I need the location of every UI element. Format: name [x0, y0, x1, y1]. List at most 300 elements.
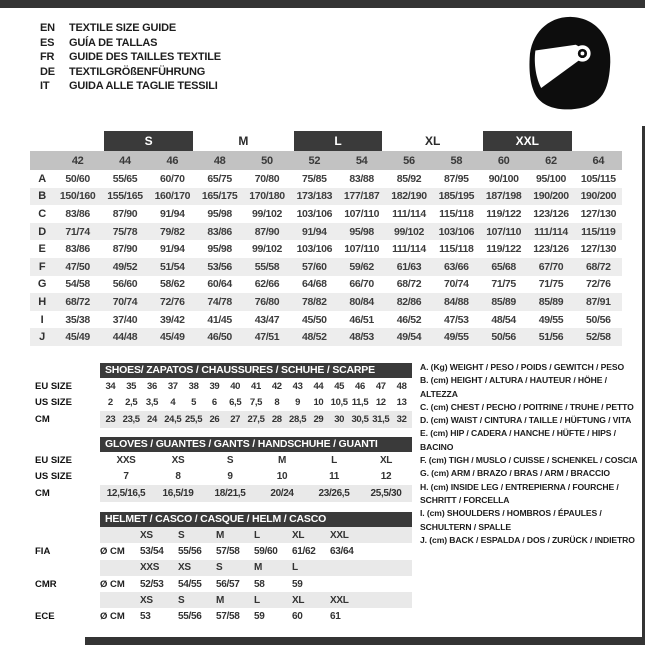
value-cell: 39 — [209, 380, 220, 392]
measure-value: 111/114 — [392, 243, 426, 256]
helmet-size-label: S — [178, 529, 185, 541]
legend-item: H. (cm) INSIDE LEG / ENTREPIERNA / FOURCHE / SCHRITT / FORCELLA — [420, 481, 619, 505]
value-cell: 2 — [107, 397, 113, 409]
helmet-value-band — [100, 543, 412, 559]
value-cell: 10,5 — [330, 397, 348, 409]
measure-value: 49/52 — [112, 260, 138, 273]
helmet-value: 61 — [330, 611, 341, 623]
helmet-value: 63/64 — [330, 545, 354, 557]
value-cell: 13 — [396, 397, 407, 409]
value-cell: 46 — [355, 380, 365, 392]
size-header-row — [30, 151, 622, 170]
row-letter: J — [39, 331, 45, 344]
measure-value: 48/52 — [302, 331, 327, 344]
helmet-value-row-FIA — [35, 543, 412, 559]
value-cell: 28,5 — [289, 413, 307, 425]
size-label: 52 — [308, 154, 321, 167]
helmet-size-label: XS — [140, 594, 153, 606]
legend-item: A. (Kg) WEIGHT / PESO / POIDS / GEWITCH / PESO — [420, 362, 625, 372]
size-group-M: M — [238, 134, 249, 148]
value-cell: 32 — [396, 413, 407, 425]
measure-value: 71/74 — [65, 225, 90, 238]
measure-value: 103/106 — [296, 207, 333, 220]
helmet-value: 54/55 — [178, 578, 202, 590]
helmet-size-label: L — [292, 562, 298, 574]
value-cell: 45 — [334, 380, 345, 392]
row-letter: G — [37, 278, 47, 291]
value-cell: 25,5 — [185, 413, 203, 425]
helmet-value: 55/56 — [178, 611, 202, 623]
measure-value: 52/58 — [586, 331, 611, 344]
section-title: SHOES/ ZAPATOS / CHAUSSURES / SCHUHE / SCARPE — [100, 363, 412, 378]
measure-value: 91/94 — [302, 225, 327, 238]
measure-value: 78/82 — [302, 295, 327, 308]
standard-label: FIA — [35, 545, 51, 557]
helmet-value-band — [100, 576, 412, 592]
helmet-size-label: L — [254, 594, 260, 606]
language-title: GUIDE DES TAILLES TEXTILE — [69, 51, 221, 64]
top-divider-bar — [0, 0, 645, 8]
measure-value: 99/102 — [251, 207, 282, 220]
measure-value: 123/126 — [533, 207, 569, 220]
helmet-value: 61/62 — [292, 545, 316, 557]
size-label: 48 — [213, 154, 226, 167]
measure-value: 39/42 — [160, 313, 185, 326]
legend-item: E. (cm) HIP / CADERA / HANCHE / HÜFTE / HIPS / BACINO — [420, 428, 616, 452]
measure-value: 115/119 — [581, 225, 616, 238]
row-letter: B — [38, 190, 46, 203]
size-label: 44 — [119, 154, 131, 167]
row-values — [100, 411, 412, 428]
value-cell: XXS — [116, 454, 136, 466]
legend-item: F. (cm) TIGH / MUSLO / CUISSE / SCHENKEL / COSCIA — [420, 455, 638, 466]
size-group-L: L — [294, 131, 383, 151]
measure-value: 53/56 — [207, 260, 232, 273]
measure-value: 91/94 — [160, 207, 185, 220]
measure-value: 165/175 — [201, 190, 238, 203]
size-row-eu-size — [35, 452, 412, 469]
value-cell: 25,5/30 — [370, 487, 402, 499]
measure-value: 68/72 — [586, 260, 611, 273]
value-cell: XL — [379, 454, 393, 466]
helmet-value: 57/58 — [216, 611, 240, 623]
helmet-size-label: L — [254, 529, 260, 541]
value-cell: 24 — [147, 413, 157, 425]
row-letter: H — [38, 295, 46, 308]
measure-value: 68/72 — [396, 278, 422, 291]
measure-value: 85/89 — [538, 295, 564, 308]
language-title-list — [40, 21, 221, 94]
size-label: 58 — [450, 154, 463, 167]
value-cell: 6,5 — [229, 397, 242, 409]
language-code: IT — [40, 80, 50, 93]
measure-value: 87/90 — [112, 243, 138, 256]
value-cell: 42 — [271, 380, 282, 392]
measure-value: 51/54 — [160, 260, 185, 273]
size-row-cm — [35, 411, 412, 428]
row-values — [100, 452, 412, 469]
row-values — [100, 485, 412, 502]
corner-spacer — [30, 131, 54, 151]
value-cell: M — [278, 454, 286, 466]
shoes-size-table — [35, 363, 412, 428]
value-cell: 20/24 — [270, 487, 294, 499]
racing-helmet-icon — [521, 12, 617, 116]
measurement-legend — [420, 361, 644, 547]
value-cell: 27 — [230, 413, 241, 425]
measure-row-A — [30, 170, 622, 188]
measure-value: 173/183 — [296, 190, 333, 203]
helmet-size-row-CMR — [35, 560, 412, 576]
measure-value: 60/70 — [160, 172, 185, 185]
helmet-size-table — [35, 512, 412, 625]
helmet-size-band — [100, 560, 412, 576]
measure-value: 49/54 — [396, 331, 422, 344]
size-row-us-size — [35, 469, 412, 486]
measure-value: 47/50 — [65, 260, 90, 273]
measure-value: 119/122 — [486, 207, 522, 220]
measure-value: 185/195 — [438, 190, 475, 203]
row-label: US SIZE — [35, 471, 72, 483]
bottom-divider-bar — [85, 637, 645, 645]
value-cell: 41 — [251, 380, 261, 392]
measure-value: 115/118 — [439, 243, 474, 256]
row-values — [100, 378, 412, 395]
helmet-size-row-FIA — [35, 527, 412, 543]
measure-value: 87/90 — [254, 225, 280, 238]
value-cell: 12 — [375, 397, 386, 409]
measure-value: 99/102 — [393, 225, 424, 238]
section-title: GLOVES / GUANTES / GANTS / HANDSCHUHE / GUANTI — [100, 437, 412, 452]
value-cell: 36 — [147, 380, 157, 392]
value-cell: 23,5 — [122, 413, 140, 425]
measure-value: 51/56 — [538, 331, 564, 344]
measure-value: 49/55 — [444, 331, 469, 344]
value-cell: 10 — [276, 471, 288, 483]
value-cell: 5 — [191, 397, 197, 409]
value-cell: 18/21,5 — [214, 487, 246, 499]
measure-value: 63/66 — [444, 260, 469, 273]
measure-value: 72/76 — [586, 278, 611, 291]
measure-value: 107/110 — [344, 207, 380, 220]
measure-value: 49/55 — [538, 313, 564, 326]
measure-row-F — [30, 258, 622, 276]
standard-label: ECE — [35, 611, 55, 623]
measure-value: 190/200 — [580, 190, 617, 203]
diameter-unit: Ø CM — [100, 578, 125, 590]
helmet-value: 59 — [254, 611, 265, 623]
helmet-value: 59/60 — [254, 545, 278, 557]
measure-value: 61/63 — [396, 260, 422, 273]
measure-row-E — [30, 240, 622, 258]
helmet-value: 59 — [292, 578, 303, 590]
measure-value: 68/72 — [65, 295, 90, 308]
helmet-value: 57/58 — [216, 545, 240, 557]
measure-value: 65/75 — [207, 172, 232, 185]
measure-value: 123/126 — [533, 243, 569, 256]
value-cell: 26 — [209, 413, 220, 425]
measure-value: 43/47 — [254, 313, 280, 326]
helmet-size-label: M — [216, 529, 225, 541]
measure-value: 80/84 — [349, 295, 374, 308]
value-cell: 28 — [271, 413, 282, 425]
language-title: TEXTILE SIZE GUIDE — [69, 22, 177, 34]
size-group-XL: XL — [424, 134, 441, 148]
measure-value: 47/51 — [254, 331, 280, 344]
measure-value: 67/70 — [538, 260, 564, 273]
value-cell: L — [331, 454, 337, 466]
helmet-value: 53/54 — [140, 545, 164, 557]
measure-value: 47/53 — [444, 313, 469, 326]
measure-value: 48/54 — [491, 313, 516, 326]
size-label: 46 — [166, 154, 179, 167]
measure-value: 56/60 — [112, 278, 138, 291]
helmet-size-label: M — [254, 562, 263, 574]
row-label: CM — [35, 487, 50, 499]
helmet-value: 55/56 — [178, 545, 202, 557]
value-cell: 43 — [292, 380, 303, 392]
measure-value: 85/92 — [396, 172, 422, 185]
value-cell: 27,5 — [247, 413, 265, 425]
helmet-value: 58 — [254, 578, 265, 590]
measure-value: 37/40 — [112, 313, 138, 326]
size-row-cm — [35, 485, 412, 502]
measure-value: 107/110 — [486, 225, 522, 238]
measure-row-B — [30, 188, 622, 206]
value-cell: 8 — [274, 397, 280, 409]
measure-value: 35/38 — [65, 313, 90, 326]
measure-value: 111/114 — [392, 207, 426, 220]
measure-row-C — [30, 205, 622, 223]
value-cell: 30 — [334, 413, 345, 425]
measure-value: 83/86 — [65, 243, 90, 256]
helmet-size-label: XS — [178, 562, 191, 574]
measure-value: 190/200 — [533, 190, 569, 203]
section-title: HELMET / CASCO / CASQUE / HELM / CASCO — [100, 512, 412, 527]
measure-value: 71/75 — [538, 278, 564, 291]
legend-item: C. (cm) CHEST / PECHO / POITRINE / TRUHE / PETTO — [420, 401, 634, 412]
textile-size-table — [30, 131, 622, 346]
row-values — [100, 469, 412, 486]
helmet-value: 60 — [292, 611, 303, 623]
value-cell: 48 — [396, 380, 407, 392]
size-group-S: S — [104, 131, 193, 151]
measure-value: 107/110 — [344, 243, 380, 256]
measure-value: 70/74 — [444, 278, 469, 291]
measure-value: 177/187 — [343, 190, 380, 203]
row-letter: D — [38, 225, 46, 238]
diameter-unit: Ø CM — [100, 611, 125, 623]
measure-value: 64/68 — [302, 278, 327, 291]
value-cell: 6 — [211, 397, 217, 409]
row-label: US SIZE — [35, 397, 72, 409]
value-cell: 34 — [105, 380, 116, 392]
measure-value: 127/130 — [580, 207, 617, 220]
measure-value: 48/53 — [349, 331, 374, 344]
value-cell: 4 — [170, 397, 176, 409]
measure-value: 79/82 — [160, 225, 185, 238]
measure-value: 66/70 — [349, 278, 374, 291]
language-row — [40, 65, 221, 80]
size-label: 56 — [403, 154, 415, 167]
measure-value: 65/68 — [491, 260, 516, 273]
measure-value: 74/78 — [207, 295, 232, 308]
measure-value: 60/64 — [207, 278, 232, 291]
helmet-size-label: XXL — [330, 529, 349, 541]
measure-value: 83/88 — [349, 172, 374, 185]
measure-value: 85/89 — [491, 295, 516, 308]
size-row-eu-size — [35, 378, 412, 395]
helmet-size-band — [100, 527, 412, 543]
legend-item: J. (cm) BACK / ESPALDA / DOS / ZURÜCK / INDIETRO — [420, 534, 635, 545]
helmet-size-label: XXS — [140, 562, 160, 574]
value-cell: 44 — [313, 380, 324, 392]
measure-value: 105/115 — [580, 172, 616, 185]
measure-value: 111/114 — [534, 225, 568, 238]
legend-item: G. (cm) ARM / BRAZO / BRAS / ARM / BRACCIO — [420, 468, 610, 479]
value-cell: 12,5/16,5 — [106, 487, 146, 499]
language-row — [40, 50, 221, 65]
value-cell: 7,5 — [249, 397, 263, 409]
measure-value: 45/50 — [302, 313, 327, 326]
helmet-size-label: XXL — [330, 594, 349, 606]
language-code: FR — [40, 51, 55, 64]
measure-value: 87/90 — [112, 207, 138, 220]
size-label: 64 — [592, 154, 605, 167]
measure-value: 160/170 — [154, 190, 191, 203]
helmet-value-band — [100, 608, 412, 624]
row-letter: I — [40, 313, 44, 326]
value-cell: 29 — [313, 413, 324, 425]
value-cell: XS — [171, 454, 185, 466]
value-cell: 8 — [175, 471, 181, 483]
helmet-value-row-ECE — [35, 608, 412, 624]
helmet-value: 52/53 — [140, 578, 164, 590]
value-cell: 10 — [313, 397, 324, 409]
measure-value: 170/180 — [249, 190, 285, 203]
size-label: 62 — [545, 154, 557, 167]
size-group-header-row — [30, 131, 622, 151]
measure-value: 55/58 — [254, 260, 280, 273]
measure-value: 95/98 — [207, 207, 232, 220]
measure-value: 50/60 — [65, 172, 90, 185]
measure-value: 187/198 — [485, 190, 522, 203]
row-letter: F — [38, 260, 46, 273]
measure-value: 95/98 — [207, 243, 232, 256]
language-row — [40, 21, 221, 36]
value-cell: 40 — [230, 380, 241, 392]
row-values — [100, 395, 412, 412]
language-code: EN — [40, 22, 55, 34]
measure-value: 44/48 — [112, 331, 138, 344]
helmet-size-label: M — [216, 594, 225, 606]
measure-value: 95/100 — [535, 172, 566, 185]
measure-row-J — [30, 328, 622, 346]
language-code: ES — [40, 36, 55, 49]
helmet-value: 56/57 — [216, 578, 240, 590]
measure-row-D — [30, 223, 622, 241]
measure-value: 70/80 — [254, 172, 280, 185]
measure-value: 95/98 — [349, 225, 374, 238]
value-cell: 37 — [167, 380, 178, 392]
helmet-value-row-CMR — [35, 576, 412, 592]
language-row — [40, 79, 221, 94]
measure-value: 57/60 — [302, 260, 327, 273]
measure-value: 82/86 — [396, 295, 422, 308]
row-letter: E — [38, 243, 46, 256]
helmet-size-label: XL — [292, 594, 305, 606]
value-cell: 23/26,5 — [318, 487, 350, 499]
language-title: GUÍA DE TALLAS — [69, 36, 158, 49]
measure-value: 75/85 — [302, 172, 327, 185]
measure-value: 150/160 — [59, 190, 96, 203]
value-cell: 12 — [380, 471, 392, 483]
legend-item: D. (cm) WAIST / CINTURA / TAILLE / HÜFTUNG / VITA — [420, 415, 632, 426]
language-code: DE — [40, 65, 55, 78]
measure-value: 127/130 — [580, 243, 617, 256]
helmet-size-label: S — [216, 562, 223, 574]
value-cell: 24,5 — [164, 413, 182, 425]
value-cell: 23 — [105, 413, 116, 425]
measure-value: 76/80 — [254, 295, 280, 308]
measure-value: 41/45 — [207, 313, 232, 326]
helmet-value: 53 — [140, 611, 151, 623]
measure-value: 83/86 — [207, 225, 232, 238]
measure-value: 50/56 — [491, 331, 516, 344]
measure-value: 50/56 — [586, 313, 611, 326]
measure-value: 54/58 — [65, 278, 90, 291]
row-label: EU SIZE — [35, 454, 72, 466]
size-row-us-size — [35, 395, 412, 412]
value-cell: 11 — [329, 471, 339, 483]
legend-item: B. (cm) HEIGHT / ALTURA / HAUTEUR / HÖHE / ALTEZZA — [420, 375, 607, 399]
measure-value: 155/165 — [107, 190, 143, 203]
helmet-size-band — [100, 592, 412, 608]
measure-value: 71/75 — [491, 278, 516, 291]
legend-item: I. (cm) SHOULDERS / HOMBROS / ÉPAULES / SCHULTERN / SPALLE — [420, 508, 602, 532]
measure-row-I — [30, 311, 622, 329]
measure-value: 70/74 — [112, 295, 138, 308]
size-group-empty — [575, 131, 622, 151]
row-letter: C — [38, 207, 46, 220]
size-label: 50 — [261, 154, 273, 167]
measure-value: 103/106 — [296, 243, 333, 256]
measure-value: 99/102 — [251, 243, 282, 256]
size-label: 54 — [355, 154, 368, 167]
measure-value: 83/86 — [65, 207, 90, 220]
size-group-XXL: XXL — [483, 131, 572, 151]
measure-value: 46/51 — [349, 313, 374, 326]
value-cell: 2,5 — [125, 397, 138, 409]
language-title: TEXTILGRÖßENFÜHRUNG — [69, 65, 206, 78]
measure-value: 62/66 — [254, 278, 280, 291]
size-label: 60 — [497, 154, 510, 167]
measure-row-G — [30, 276, 622, 294]
value-cell: 35 — [126, 380, 137, 392]
value-cell: 11,5 — [351, 397, 369, 409]
measure-value: 87/95 — [444, 172, 469, 185]
row-label: CM — [35, 413, 50, 425]
language-title: GUIDA ALLE TAGLIE TESSILI — [69, 80, 218, 93]
measure-value: 59/62 — [349, 260, 374, 273]
measure-value: 84/88 — [444, 295, 469, 308]
size-group-empty — [54, 131, 101, 151]
measure-value: 72/76 — [160, 295, 185, 308]
measure-value: 91/94 — [160, 243, 185, 256]
measure-value: 58/62 — [160, 278, 185, 291]
value-cell: 16,5/19 — [162, 487, 194, 499]
value-cell: S — [226, 454, 234, 466]
